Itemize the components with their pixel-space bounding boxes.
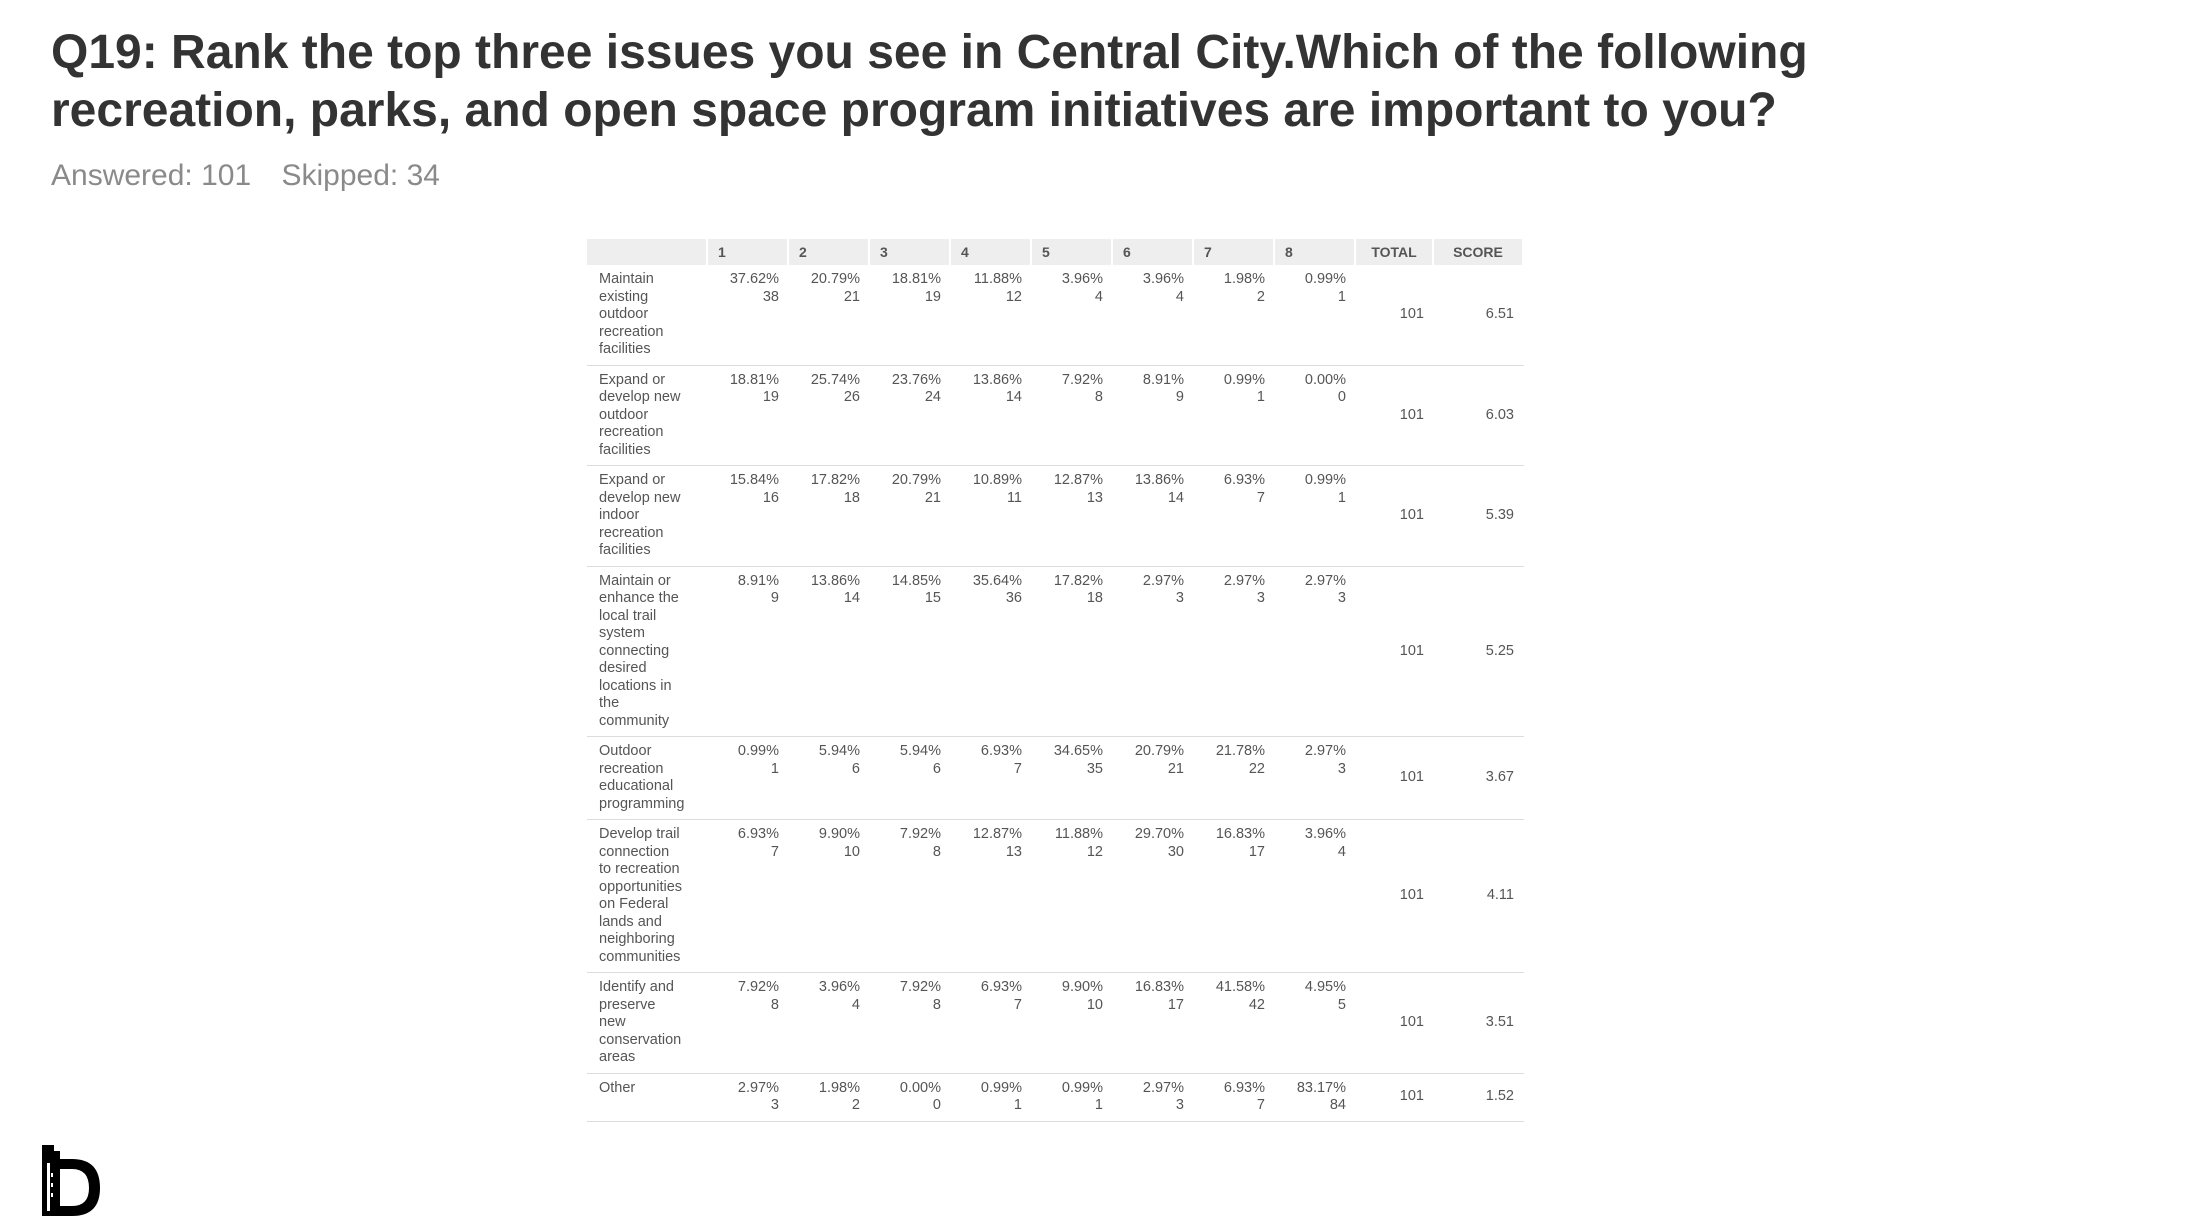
- rank-percent: 3.96%: [1061, 271, 1103, 287]
- row-label: [587, 973, 708, 1074]
- table-header-row: [587, 239, 1524, 265]
- row-score: 5.39: [1434, 466, 1524, 567]
- rank-count: 8: [770, 996, 779, 1013]
- rank-count: 36: [1005, 590, 1022, 606]
- table-row: [587, 366, 1524, 467]
- rank-count: 6: [932, 760, 941, 777]
- rank-cell: [708, 973, 789, 1074]
- row-label: [587, 265, 708, 366]
- row-label-line: recreation: [599, 424, 664, 440]
- rank-percent: 83.17%: [1296, 1079, 1346, 1096]
- rank-percent: 9.90%: [818, 826, 860, 842]
- rank-count: 1: [1337, 288, 1346, 305]
- row-label-line: local trail: [599, 607, 657, 624]
- row-label: [587, 737, 708, 820]
- rank-percent: 16.83%: [1215, 826, 1265, 842]
- table-header-rank-4: 4: [951, 239, 1032, 265]
- table-row: [587, 973, 1524, 1074]
- results-table-container: [587, 239, 1524, 1122]
- rank-percent: 15.84%: [729, 472, 779, 488]
- company-logo-icon: [36, 1143, 106, 1218]
- rank-cell: [1113, 567, 1194, 738]
- rank-count: 0: [1337, 389, 1346, 405]
- rank-count: 14: [843, 590, 860, 606]
- rank-count: 4: [1094, 288, 1103, 305]
- rank-percent: 0.00%: [1304, 371, 1346, 388]
- rank-count: 12: [1005, 288, 1022, 305]
- rank-cell: [789, 1074, 870, 1122]
- rank-percent: 2.97%: [1142, 572, 1184, 589]
- row-label-line: recreation: [599, 323, 664, 340]
- row-label: [587, 567, 708, 738]
- rank-percent: 0.99%: [980, 1079, 1022, 1096]
- rank-percent: 13.86%: [1134, 472, 1184, 488]
- rank-cell: [789, 567, 870, 738]
- row-label-line: system: [599, 625, 645, 641]
- row-label-line: connecting: [599, 642, 670, 659]
- row-label-line: locations in: [599, 677, 672, 694]
- rank-count: 1: [770, 760, 779, 777]
- rank-cell: [1275, 366, 1356, 467]
- row-label-line: facilities: [599, 341, 651, 357]
- rank-cell: [708, 366, 789, 467]
- rank-cell: [1032, 466, 1113, 567]
- rank-cell: [708, 737, 789, 820]
- rank-cell: [870, 820, 951, 973]
- row-score: 4.11: [1434, 820, 1524, 973]
- table-header-rank-7: 7: [1194, 239, 1275, 265]
- table-row: [587, 820, 1524, 973]
- table-body: [587, 265, 1524, 1122]
- rank-percent: 3.96%: [818, 979, 860, 995]
- rank-count: 15: [924, 590, 941, 606]
- rank-count: 35: [1086, 760, 1103, 777]
- rank-cell: [951, 265, 1032, 366]
- rank-percent: 6.93%: [1223, 472, 1265, 488]
- rank-count: 10: [1086, 996, 1103, 1013]
- rank-percent: 2.97%: [1304, 743, 1346, 759]
- row-label-line: develop new: [599, 389, 681, 405]
- rank-cell: [789, 265, 870, 366]
- rank-percent: 23.76%: [891, 371, 941, 388]
- table-header-rank-2: 2: [789, 239, 870, 265]
- rank-cell: [1032, 973, 1113, 1074]
- table-header-rank-6: 6: [1113, 239, 1194, 265]
- rank-cell: [1275, 466, 1356, 567]
- rank-cell: [789, 973, 870, 1074]
- table-header-rank-3: 3: [870, 239, 951, 265]
- rank-percent: 0.99%: [1304, 472, 1346, 488]
- row-label-line: outdoor: [599, 406, 649, 423]
- rank-count: 16: [762, 489, 779, 506]
- rank-count: 14: [1005, 389, 1022, 405]
- row-label-line: educational: [599, 778, 674, 794]
- rank-percent: 25.74%: [810, 371, 860, 388]
- rank-cell: [1032, 366, 1113, 467]
- table-row: [587, 466, 1524, 567]
- table-row: [587, 265, 1524, 366]
- rank-count: 19: [762, 389, 779, 405]
- row-label-line: lands and: [599, 913, 662, 930]
- row-label: [587, 1074, 708, 1122]
- rank-count: 4: [1337, 843, 1346, 860]
- rank-cell: [1275, 820, 1356, 973]
- rank-cell: [789, 366, 870, 467]
- table-header-rank-8: 8: [1275, 239, 1356, 265]
- rank-percent: 12.87%: [972, 826, 1022, 842]
- rank-cell: [708, 820, 789, 973]
- rank-percent: 4.95%: [1304, 979, 1346, 995]
- rank-cell: [1275, 1074, 1356, 1122]
- rank-percent: 2.97%: [1142, 1079, 1184, 1096]
- row-label-line: on Federal: [599, 896, 669, 912]
- rank-percent: 1.98%: [818, 1079, 860, 1096]
- row-label-line: facilities: [599, 542, 651, 558]
- rank-count: 7: [1013, 760, 1022, 777]
- rank-cell: [789, 737, 870, 820]
- rank-cell: [870, 366, 951, 467]
- rank-percent: 20.79%: [810, 271, 860, 287]
- rank-percent: 16.83%: [1134, 979, 1184, 995]
- rank-percent: 41.58%: [1215, 979, 1265, 995]
- rank-cell: [951, 973, 1032, 1074]
- rank-cell: [1113, 366, 1194, 467]
- row-label-line: enhance the: [599, 590, 679, 606]
- rank-count: 12: [1086, 843, 1103, 860]
- row-total: 101: [1356, 1074, 1434, 1122]
- rank-percent: 20.79%: [1134, 743, 1184, 759]
- rank-count: 9: [1175, 389, 1184, 405]
- rank-count: 8: [932, 843, 941, 860]
- rank-count: 21: [1167, 760, 1184, 777]
- rank-cell: [1275, 567, 1356, 738]
- rank-cell: [951, 1074, 1032, 1122]
- rank-cell: [789, 466, 870, 567]
- rank-count: 7: [770, 843, 779, 860]
- response-stats: [51, 158, 462, 194]
- row-score: 1.52: [1434, 1074, 1524, 1122]
- rank-percent: 3.96%: [1142, 271, 1184, 287]
- rank-count: 7: [1013, 996, 1022, 1013]
- rank-percent: 17.82%: [810, 472, 860, 488]
- skipped-count: Skipped: 34: [281, 159, 440, 192]
- rank-percent: 6.93%: [980, 979, 1022, 995]
- rank-cell: [1275, 973, 1356, 1074]
- rank-count: 9: [770, 590, 779, 606]
- rank-count: 30: [1167, 843, 1184, 860]
- row-score: 3.51: [1434, 973, 1524, 1074]
- rank-percent: 0.99%: [1304, 271, 1346, 287]
- row-label-line: Identify and: [599, 979, 674, 995]
- rank-count: 10: [843, 843, 860, 860]
- row-total: 101: [1356, 737, 1434, 820]
- rank-percent: 0.99%: [1061, 1079, 1103, 1096]
- rank-count: 22: [1248, 760, 1265, 777]
- rank-percent: 8.91%: [737, 572, 779, 589]
- rank-cell: [708, 265, 789, 366]
- rank-count: 4: [851, 996, 860, 1013]
- row-label-line: Expand or: [599, 472, 666, 488]
- rank-count: 2: [851, 1097, 860, 1113]
- rank-count: 6: [851, 760, 860, 777]
- row-label-line: Maintain or: [599, 572, 671, 589]
- row-label-line: develop new: [599, 489, 681, 506]
- rank-percent: 21.78%: [1215, 743, 1265, 759]
- rank-percent: 1.98%: [1223, 271, 1265, 287]
- rank-percent: 7.92%: [899, 979, 941, 995]
- table-header-rank-1: 1: [708, 239, 789, 265]
- rank-count: 14: [1167, 489, 1184, 506]
- row-label-line: areas: [599, 1049, 636, 1065]
- rank-count: 5: [1337, 996, 1346, 1013]
- answered-count: Answered: 101: [51, 159, 252, 192]
- rank-count: 1: [1094, 1097, 1103, 1113]
- rank-cell: [870, 1074, 951, 1122]
- rank-cell: [1113, 820, 1194, 973]
- row-total: 101: [1356, 973, 1434, 1074]
- row-label-line: indoor: [599, 507, 640, 523]
- rank-percent: 5.94%: [899, 743, 941, 759]
- rank-count: 4: [1175, 288, 1184, 305]
- rank-count: 3: [770, 1097, 779, 1113]
- rank-cell: [951, 466, 1032, 567]
- rank-count: 13: [1086, 489, 1103, 506]
- table-header-total: TOTAL: [1356, 239, 1434, 265]
- question-title-line: recreation, parks, and open space program initiatives are important to you?: [51, 84, 1777, 137]
- rank-percent: 29.70%: [1134, 826, 1184, 842]
- rank-percent: 20.79%: [891, 472, 941, 488]
- rank-count: 17: [1167, 996, 1184, 1013]
- row-label-line: outdoor: [599, 306, 649, 322]
- rank-cell: [1032, 265, 1113, 366]
- rank-count: 21: [924, 489, 941, 506]
- row-score: 6.51: [1434, 265, 1524, 366]
- rank-count: 19: [924, 288, 941, 305]
- rank-count: 2: [1256, 288, 1265, 305]
- table-row: [587, 737, 1524, 820]
- rank-cell: [951, 366, 1032, 467]
- rank-percent: 7.92%: [737, 979, 779, 995]
- row-label-line: Develop trail: [599, 826, 680, 842]
- row-label-line: Outdoor: [599, 743, 652, 759]
- rank-percent: 7.92%: [1061, 371, 1103, 388]
- rank-cell: [1194, 1074, 1275, 1122]
- rank-percent: 8.91%: [1142, 371, 1184, 388]
- row-total: 101: [1356, 466, 1434, 567]
- rank-count: 0: [932, 1097, 941, 1113]
- rank-cell: [708, 466, 789, 567]
- rank-cell: [1194, 466, 1275, 567]
- row-total: 101: [1356, 265, 1434, 366]
- row-label-line: recreation: [599, 524, 664, 541]
- rank-cell: [1032, 567, 1113, 738]
- rank-count: 38: [762, 288, 779, 305]
- rank-count: 18: [843, 489, 860, 506]
- row-label-line: programming: [599, 795, 685, 812]
- row-total: 101: [1356, 820, 1434, 973]
- rank-percent: 17.82%: [1053, 572, 1103, 589]
- rank-cell: [951, 737, 1032, 820]
- rank-percent: 2.97%: [1223, 572, 1265, 589]
- rank-percent: 2.97%: [1304, 572, 1346, 589]
- row-label-line: neighboring: [599, 931, 675, 947]
- row-label-line: Other: [599, 1079, 636, 1096]
- rank-percent: 2.97%: [737, 1079, 779, 1096]
- rank-cell: [1194, 820, 1275, 973]
- rank-cell: [789, 820, 870, 973]
- table-row: [587, 1074, 1524, 1122]
- rank-percent: 14.85%: [891, 572, 941, 589]
- rank-cell: [1113, 973, 1194, 1074]
- row-label-line: conservation: [599, 1031, 682, 1048]
- rank-percent: 34.65%: [1053, 743, 1103, 759]
- row-label: [587, 820, 708, 973]
- row-label-line: opportunities: [599, 878, 683, 895]
- rank-cell: [1113, 1074, 1194, 1122]
- rank-count: 8: [1094, 389, 1103, 405]
- row-label-line: connection: [599, 843, 670, 860]
- rank-percent: 37.62%: [729, 271, 779, 287]
- row-label-line: existing: [599, 288, 649, 305]
- rank-percent: 0.00%: [899, 1079, 941, 1096]
- rank-count: 3: [1256, 590, 1265, 606]
- table-header-rank-5: 5: [1032, 239, 1113, 265]
- rank-count: 1: [1256, 389, 1265, 405]
- rank-percent: 6.93%: [980, 743, 1022, 759]
- rank-cell: [1194, 567, 1275, 738]
- rank-percent: 12.87%: [1053, 472, 1103, 488]
- row-label-line: Expand or: [599, 371, 666, 388]
- rank-count: 21: [843, 288, 860, 305]
- rank-percent: 0.99%: [737, 743, 779, 759]
- rank-count: 84: [1329, 1097, 1346, 1113]
- row-label-line: recreation: [599, 760, 664, 777]
- rank-count: 13: [1005, 843, 1022, 860]
- rank-count: 7: [1256, 1097, 1265, 1113]
- rank-cell: [870, 567, 951, 738]
- rank-count: 24: [924, 389, 941, 405]
- rank-cell: [870, 265, 951, 366]
- question-title: [51, 24, 2151, 140]
- rank-percent: 9.90%: [1061, 979, 1103, 995]
- row-label-line: communities: [599, 948, 681, 965]
- rank-cell: [1275, 737, 1356, 820]
- rank-cell: [1032, 737, 1113, 820]
- rank-percent: 13.86%: [810, 572, 860, 589]
- rank-count: 8: [932, 996, 941, 1013]
- row-label-line: new: [599, 1014, 626, 1030]
- rank-count: 3: [1175, 1097, 1184, 1113]
- rank-count: 11: [1006, 489, 1022, 506]
- rank-cell: [1032, 820, 1113, 973]
- rank-count: 1: [1013, 1097, 1022, 1113]
- question-title-line: Q19: Rank the top three issues you see in Central City.Which of the following: [51, 26, 1808, 79]
- rank-percent: 0.99%: [1223, 371, 1265, 388]
- results-table: [587, 239, 1524, 1122]
- rank-cell: [1194, 973, 1275, 1074]
- rank-cell: [870, 466, 951, 567]
- rank-percent: 18.81%: [729, 371, 779, 388]
- row-score: 6.03: [1434, 366, 1524, 467]
- rank-cell: [1194, 737, 1275, 820]
- row-label-line: facilities: [599, 441, 651, 458]
- rank-count: 3: [1337, 590, 1346, 606]
- rank-percent: 6.93%: [1223, 1079, 1265, 1096]
- rank-cell: [1194, 265, 1275, 366]
- rank-cell: [951, 567, 1032, 738]
- rank-percent: 13.86%: [972, 371, 1022, 388]
- row-label-line: community: [599, 712, 670, 729]
- row-label: [587, 366, 708, 467]
- rank-count: 1: [1337, 489, 1346, 506]
- rank-percent: 10.89%: [972, 472, 1022, 488]
- table-header-score: SCORE: [1434, 239, 1524, 265]
- rank-cell: [708, 567, 789, 738]
- rank-percent: 11.88%: [1054, 826, 1103, 842]
- table-header-corner: [587, 239, 708, 265]
- row-label-line: Maintain: [599, 271, 654, 287]
- table-row: [587, 567, 1524, 738]
- rank-percent: 5.94%: [818, 743, 860, 759]
- rank-count: 3: [1337, 760, 1346, 777]
- row-score: 3.67: [1434, 737, 1524, 820]
- row-total: 101: [1356, 567, 1434, 738]
- row-score: 5.25: [1434, 567, 1524, 738]
- rank-cell: [870, 973, 951, 1074]
- rank-cell: [1113, 737, 1194, 820]
- row-label-line: desired: [599, 660, 647, 676]
- rank-cell: [951, 820, 1032, 973]
- row-label: [587, 466, 708, 567]
- rank-count: 3: [1175, 590, 1184, 606]
- rank-cell: [1032, 1074, 1113, 1122]
- rank-percent: 35.64%: [972, 572, 1022, 589]
- rank-count: 26: [843, 389, 860, 405]
- rank-count: 18: [1086, 590, 1103, 606]
- rank-percent: 18.81%: [891, 271, 941, 287]
- rank-cell: [1275, 265, 1356, 366]
- row-total: 101: [1356, 366, 1434, 467]
- row-label-line: preserve: [599, 996, 656, 1013]
- rank-percent: 6.93%: [737, 826, 779, 842]
- rank-cell: [870, 737, 951, 820]
- rank-count: 42: [1248, 996, 1265, 1013]
- rank-count: 7: [1256, 489, 1265, 506]
- row-label-line: the: [599, 695, 620, 711]
- rank-count: 17: [1248, 843, 1265, 860]
- rank-cell: [708, 1074, 789, 1122]
- rank-percent: 11.88%: [973, 271, 1022, 287]
- rank-percent: 3.96%: [1304, 826, 1346, 842]
- rank-cell: [1194, 366, 1275, 467]
- rank-percent: 7.92%: [899, 826, 941, 842]
- row-label-line: to recreation: [599, 861, 680, 877]
- rank-cell: [1113, 265, 1194, 366]
- rank-cell: [1113, 466, 1194, 567]
